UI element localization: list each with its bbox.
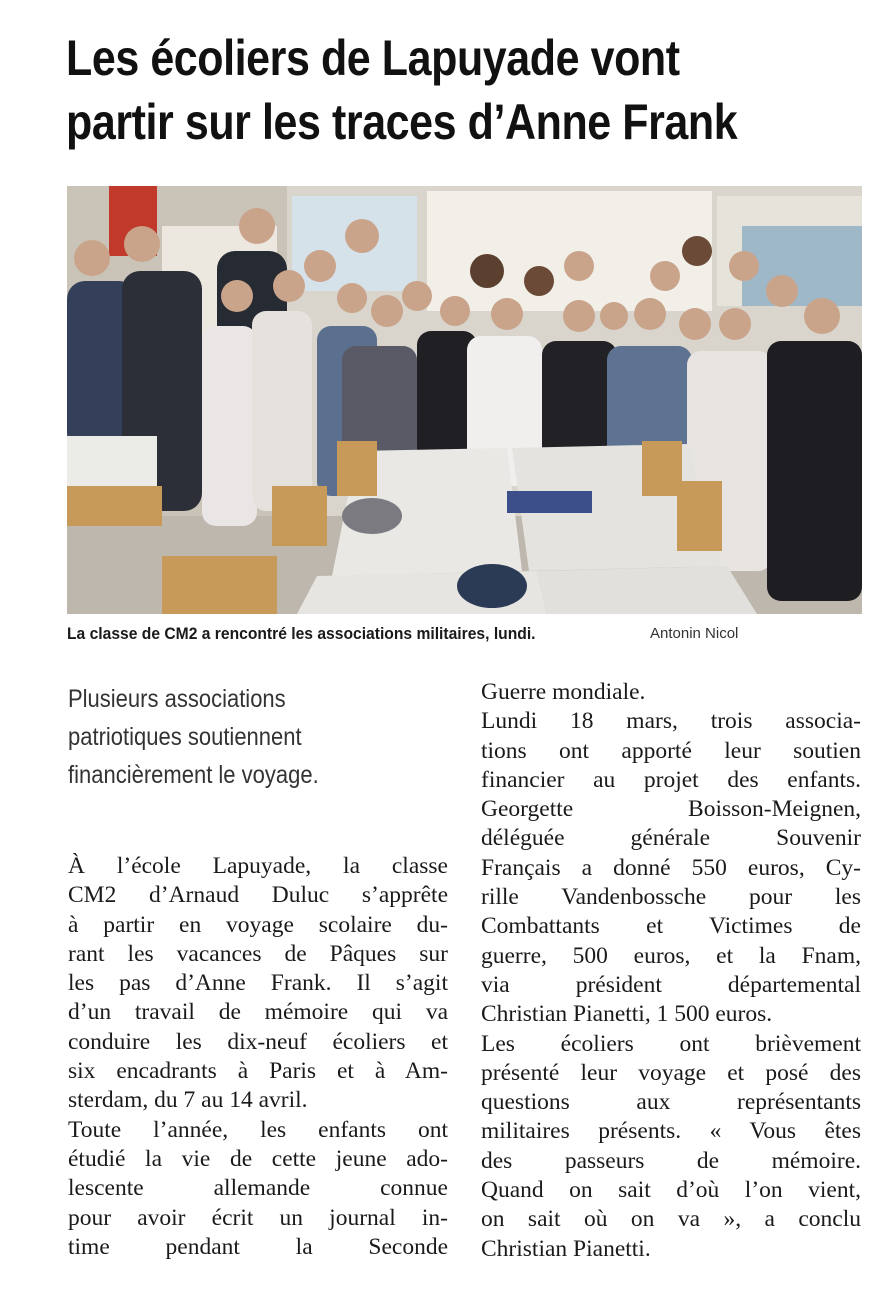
- body-line: on sait où on va », a conclu: [481, 1206, 861, 1233]
- standfirst: [68, 680, 402, 794]
- body-line: militaires présents. « Vous êtes: [481, 1118, 861, 1145]
- body-column-right: [481, 678, 861, 1264]
- body-line: Français a donné 550 euros, Cy-: [481, 854, 861, 881]
- body-line: Les écoliers ont brièvement: [481, 1030, 861, 1057]
- headline: [66, 26, 745, 154]
- standfirst-line: financièrement le voyage.: [68, 761, 319, 789]
- body-line: d’un travail de mémoire qui va: [68, 999, 448, 1026]
- photo-caption: [67, 624, 862, 644]
- body-line: lescente allemande connue: [68, 1175, 448, 1202]
- body-line: Guerre mondiale.: [481, 679, 646, 705]
- body-line: guerre, 500 euros, et la Fnam,: [481, 942, 861, 969]
- body-line: Toute l’année, les enfants ont: [68, 1116, 448, 1143]
- body-line: questions aux représentants: [481, 1089, 861, 1116]
- body-line: financier au projet des enfants.: [481, 766, 861, 793]
- body-line: time pendant la Seconde: [68, 1233, 448, 1260]
- body-line: des passeurs de mémoire.: [481, 1147, 861, 1174]
- body-line: Georgette Boisson-Meignen,: [481, 796, 861, 823]
- photo-credit: Antonin Nicol: [650, 625, 739, 642]
- standfirst-line: Plusieurs associations: [68, 685, 286, 713]
- headline-line: Les écoliers de Lapuyade vont: [66, 30, 680, 86]
- body-line: rant les vacances de Pâques sur: [68, 940, 448, 967]
- standfirst-line: patriotiques soutiennent: [68, 723, 302, 751]
- body-line: étudié la vie de cette jeune ado-: [68, 1145, 448, 1172]
- class-photo: [67, 186, 862, 614]
- body-line: CM2 d’Arnaud Duluc s’apprête: [68, 882, 448, 909]
- body-line: déléguée générale Souvenir: [481, 825, 861, 852]
- body-line: six encadrants à Paris et à Am-: [68, 1058, 448, 1085]
- caption-text: La classe de CM2 a rencontré les associations militaires, lundi.: [67, 624, 536, 643]
- body-line: Combattants et Victimes de: [481, 913, 861, 940]
- body-line: Lundi 18 mars, trois associa-: [481, 708, 861, 735]
- body-line: les pas d’Anne Frank. Il s’agit: [68, 970, 448, 997]
- body-line: rille Vandenbossche pour les: [481, 884, 861, 911]
- body-line: À l’école Lapuyade, la classe: [68, 853, 448, 879]
- body-line: sterdam, du 7 au 14 avril.: [68, 1087, 308, 1114]
- body-line: Christian Pianetti.: [481, 1235, 651, 1262]
- body-line: Christian Pianetti, 1 500 euros.: [481, 1001, 773, 1028]
- body-line: Quand on sait d’où l’on vient,: [481, 1177, 861, 1204]
- body-column-left: [68, 852, 448, 1262]
- body-line: tions ont apporté leur soutien: [481, 737, 861, 764]
- body-line: présenté leur voyage et posé des: [481, 1059, 861, 1086]
- body-line: conduire les dix-neuf écoliers et: [68, 1028, 448, 1055]
- body-line: à partir en voyage scolaire du-: [68, 911, 448, 938]
- body-line: via président départemental: [481, 971, 861, 998]
- headline-line: partir sur les traces d’Anne Frank: [66, 94, 738, 150]
- class-photo-illustration: [67, 186, 862, 614]
- body-line: pour avoir écrit un journal in-: [68, 1204, 448, 1231]
